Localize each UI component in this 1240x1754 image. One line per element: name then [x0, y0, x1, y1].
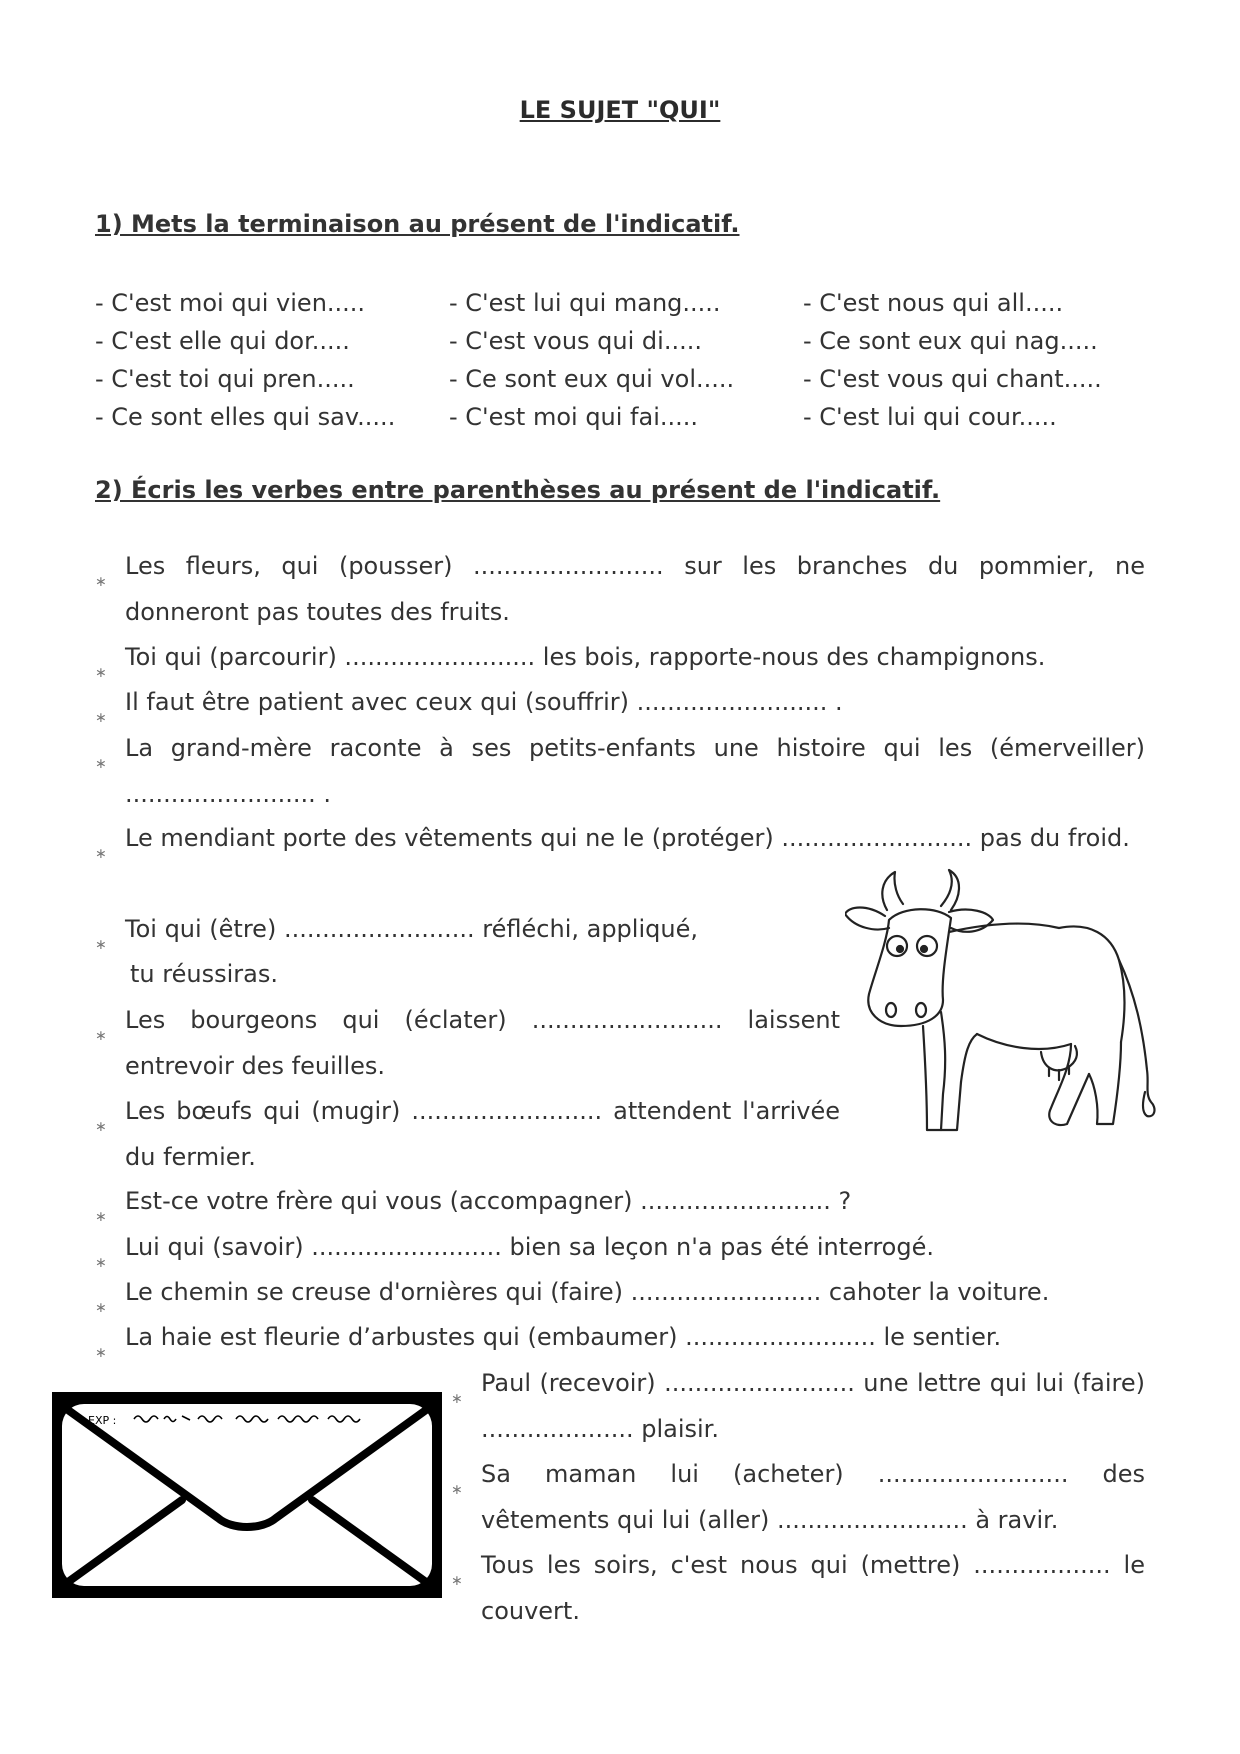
exercise-1-heading: 1) Mets la terminaison au présent de l'indicatif. [95, 210, 740, 238]
item-text: Les bœufs qui (mugir) ......................... attendent l'arrivée du fermier. [125, 1097, 840, 1171]
exercise-1-line: - C'est lui qui mang..... [449, 289, 721, 317]
exercise-2-item [95, 1088, 840, 1180]
item-text: Est-ce votre frère qui vous (accompagner) ......................... ? [125, 1187, 852, 1215]
exercise-1-column-3 [803, 284, 1102, 436]
envelope-illustration [52, 1392, 442, 1598]
exercise-2-item [95, 725, 1145, 817]
item-text: tu réussiras. [130, 960, 278, 988]
exercise-2-item [95, 1314, 1145, 1360]
bullet-icon: ∗ [95, 846, 107, 862]
exercise-1-line: - C'est lui qui cour..... [803, 403, 1057, 431]
exercise-2-item [95, 906, 795, 952]
item-text: Les fleurs, qui (pousser) ......................... sur les branches du pommier, ne donneront pas toutes des fruits. [125, 552, 1145, 626]
exercise-2-item [95, 543, 1145, 635]
item-text: Il faut être patient avec ceux qui (souffrir) ......................... . [125, 688, 843, 716]
exercise-1-line: - C'est vous qui di..... [449, 327, 702, 355]
item-text: Paul (recevoir) ......................... une lettre qui lui (faire) .................... plaisir. [481, 1369, 1145, 1443]
item-text: Sa maman lui (acheter) ......................... des vêtements qui lui (aller) ......................... à ravir. [481, 1460, 1145, 1534]
exercise-1-column-2 [449, 284, 734, 436]
item-text: Le mendiant porte des vêtements qui ne le (protéger) ......................... pas du froid. [125, 824, 1130, 852]
exercise-1-line: - C'est moi qui vien..... [95, 289, 366, 317]
cow-illustration [845, 862, 1160, 1142]
page-title: LE SUJET "QUI" [519, 96, 721, 124]
exercise-1-line: - Ce sont eux qui vol..... [449, 365, 735, 393]
bullet-icon: ∗ [95, 1119, 107, 1135]
exercise-1-line: - C'est moi qui fai..... [449, 403, 699, 431]
exercise-2-item [451, 1542, 1145, 1634]
bullet-icon: ∗ [95, 937, 107, 953]
item-text: Toi qui (parcourir) ......................... les bois, rapporte-nous des champignons. [125, 643, 1046, 671]
exercise-2-item [95, 1269, 1145, 1315]
exercise-2-item [95, 997, 840, 1089]
bullet-icon: ∗ [95, 1209, 107, 1225]
exercise-2-item [95, 634, 1145, 680]
item-text: Les bourgeons qui (éclater) ......................... laissent entrevoir des feuilles. [125, 1006, 840, 1080]
exercise-2-item [95, 1178, 1145, 1224]
item-text: Toi qui (être) ......................... réfléchi, appliqué, [125, 915, 698, 943]
exercise-2-item [95, 815, 1145, 861]
exercise-2-item [95, 1224, 1145, 1270]
item-text: Lui qui (savoir) ......................... bien sa leçon n'a pas été interrogé. [125, 1233, 934, 1261]
bullet-icon: ∗ [95, 574, 107, 590]
exercise-2-heading: 2) Écris les verbes entre parenthèses au présent de l'indicatif. [95, 476, 941, 504]
item-text: Tous les soirs, c'est nous qui (mettre) .................. le couvert. [481, 1551, 1145, 1625]
bullet-icon: ∗ [451, 1482, 463, 1498]
exercise-2-item [451, 1451, 1145, 1543]
bullet-icon: ∗ [95, 1300, 107, 1316]
item-text: La haie est fleurie d’arbustes qui (embaumer) ......................... le sentier. [125, 1323, 1002, 1351]
bullet-icon: ∗ [451, 1573, 463, 1589]
item-text: La grand-mère raconte à ses petits-enfants une histoire qui les (émerveiller) ......................... . [125, 734, 1145, 808]
envelope-exp-label: EXP : [88, 1414, 117, 1427]
exercise-1-column-1 [95, 284, 395, 436]
exercise-1-line: - C'est elle qui dor..... [95, 327, 350, 355]
bullet-icon: ∗ [451, 1391, 463, 1407]
bullet-icon: ∗ [95, 756, 107, 772]
exercise-1-line: - C'est vous qui chant..... [803, 365, 1102, 393]
item-text: Le chemin se creuse d'ornières qui (faire) ......................... cahoter la voiture. [125, 1278, 1050, 1306]
exercise-2-item-continuation [95, 951, 795, 997]
bullet-icon: ∗ [95, 1255, 107, 1271]
bullet-icon: ∗ [95, 665, 107, 681]
bullet-icon: ∗ [95, 710, 107, 726]
exercise-1-line: - Ce sont eux qui nag..... [803, 327, 1098, 355]
bullet-icon: ∗ [95, 1345, 107, 1361]
bullet-icon: ∗ [95, 1028, 107, 1044]
exercise-2-item [451, 1360, 1145, 1452]
exercise-1-line: - Ce sont elles qui sav..... [95, 403, 396, 431]
exercise-1-line: - C'est nous qui all..... [803, 289, 1064, 317]
exercise-1-line: - C'est toi qui pren..... [95, 365, 355, 393]
exercise-2-item [95, 679, 1145, 725]
